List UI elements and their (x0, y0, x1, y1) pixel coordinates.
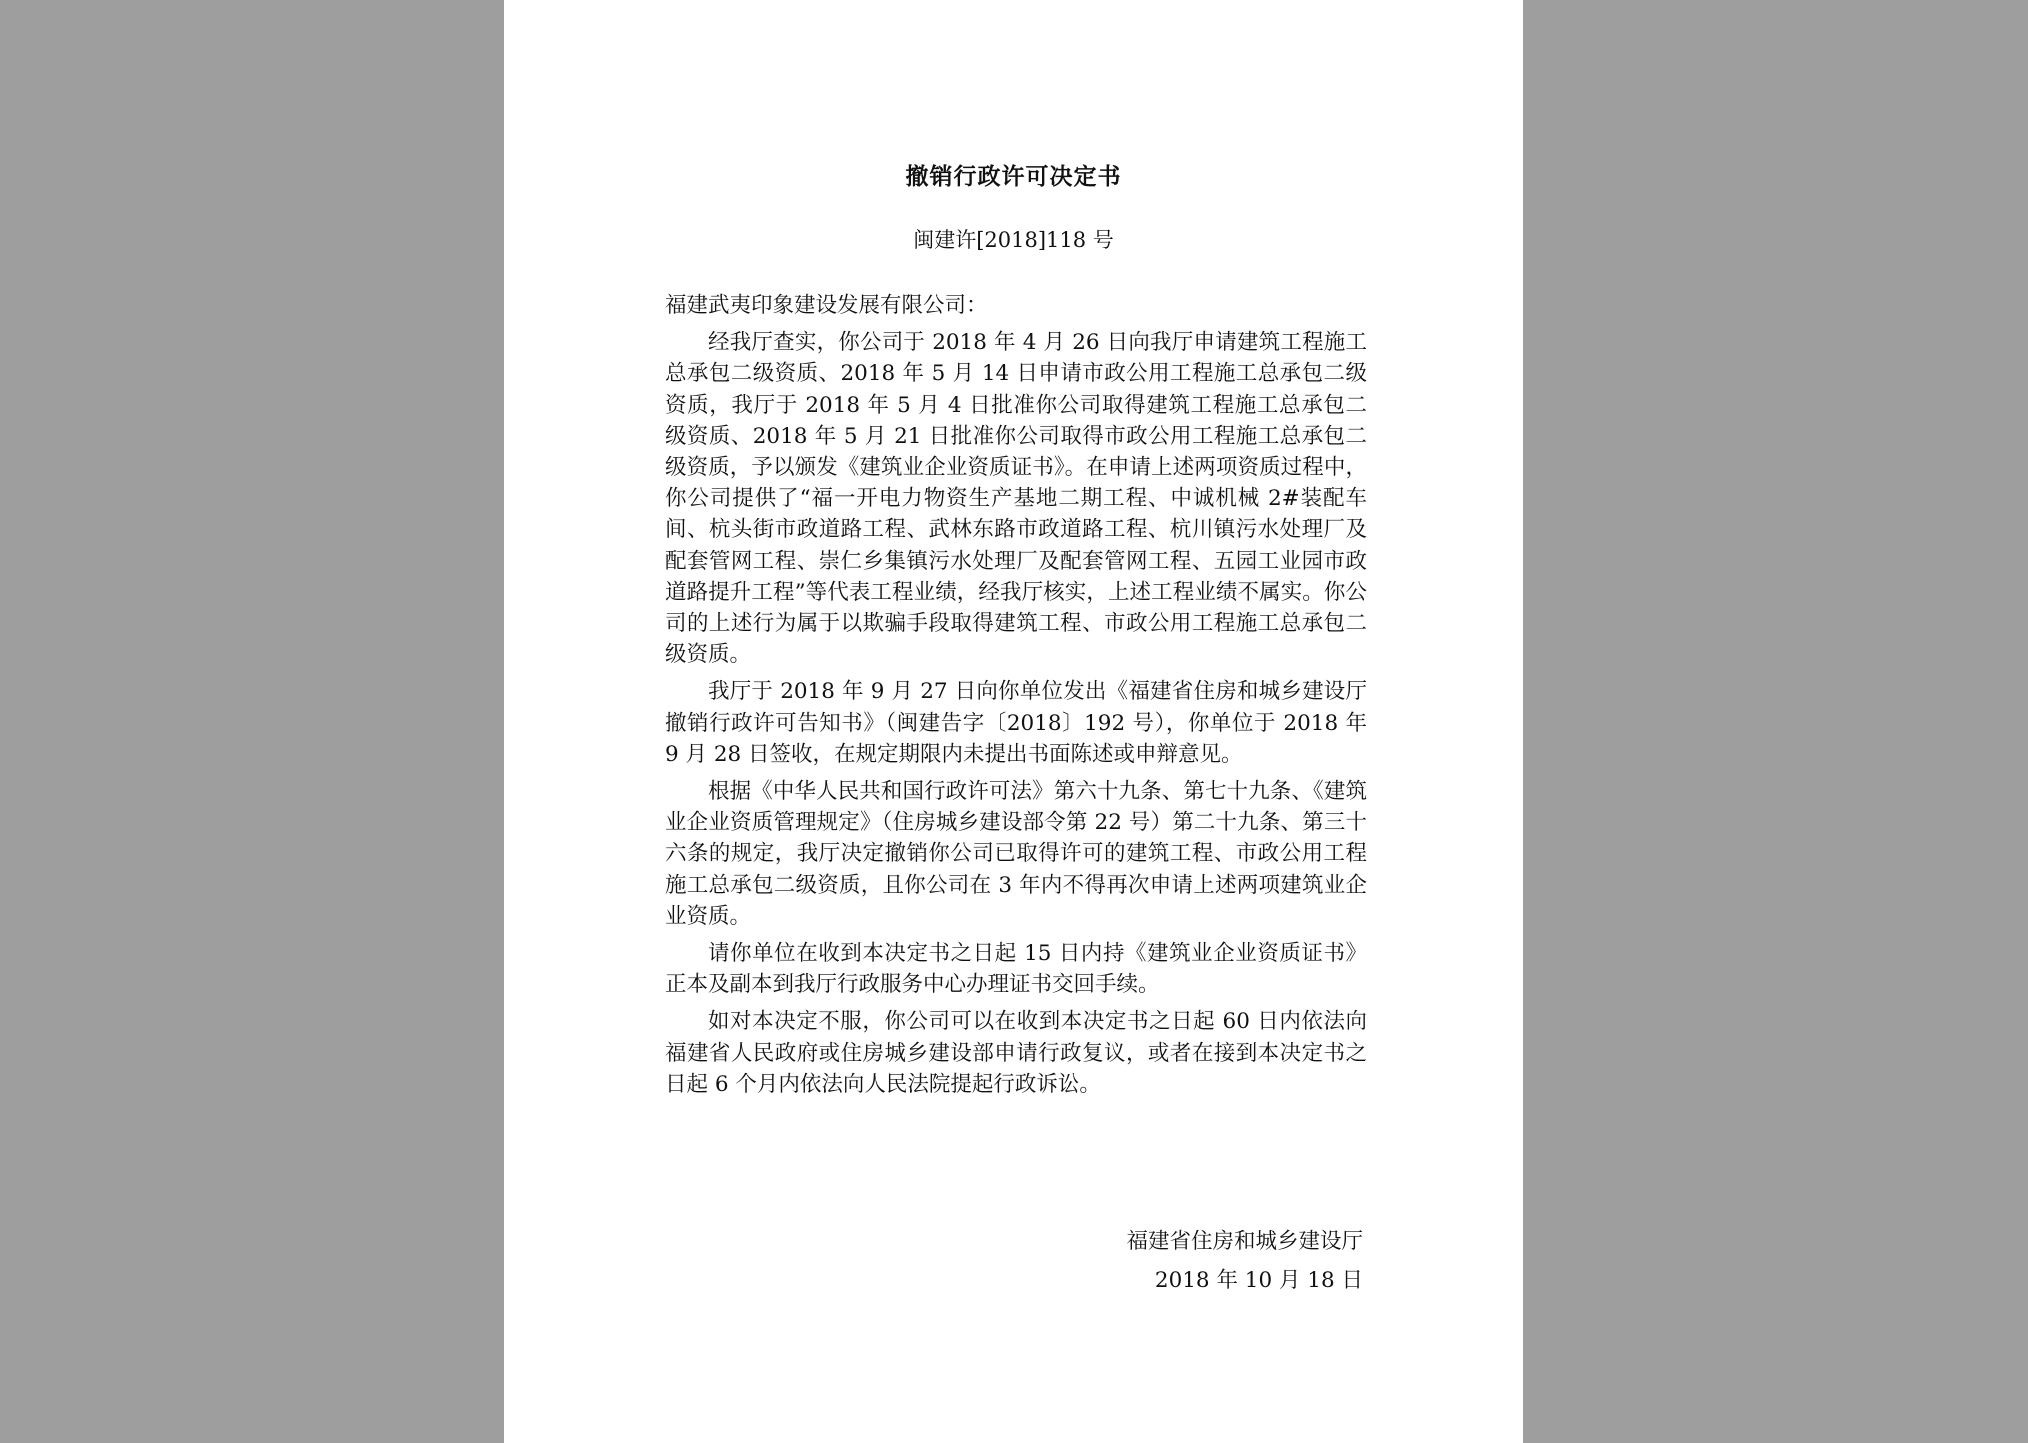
signature-block (1126, 1222, 1363, 1300)
paragraph-decision: 根据《中华人民共和国行政许可法》第六十九条、第七十九条、《建筑业企业资质管理规定》（住房城乡建设部令第 22 号）第二十九条、第三十六条的规定，我厅决定撤销你公司已取得许可的建筑工程、市政公用工程施工总承包二级资质，且你公司在 3 年内不得再次申请上述两项建筑业企业资质。 (665, 779, 1367, 929)
signature-organization: 福建省住房和城乡建设厅 (1126, 1229, 1363, 1254)
paragraph-appeal-rights: 如对本决定不服，你公司可以在收到本决定书之日起 60 日内依法向福建省人民政府或住房城乡建设部申请行政复议，或者在接到本决定书之日起 6 个月内依法向人民法院提起行政诉讼。 (665, 1009, 1367, 1097)
salutation: 福建武夷印象建设发展有限公司： (665, 293, 988, 318)
document-number: 闽建许[2018]118 号 (913, 228, 1114, 252)
document-title: 撤销行政许可决定书 (905, 163, 1122, 190)
paragraph-certificate-return: 请你单位在收到本决定书之日起 15 日内持《建筑业企业资质证书》正本及副本到我厅行政服务中心办理证书交回手续。 (665, 941, 1367, 998)
paragraph-findings: 经我厅查实，你公司于 2018 年 4 月 26 日向我厅申请建筑工程施工总承包二级资质、2018 年 5 月 14 日申请市政公用工程施工总承包二级资质，我厅于 2018 年 5 月 4 日批准你公司取得建筑工程施工总承包二级资质、2018 年 5 月 21 日批准你公司取得市政公用工程施工总承包二级资质，予以颁发《建筑业企业资质证书》。在申请上述两项资质过程中，你公司提供了“福一开电力物资生产基地二期工程、中诚机械 2#装配车间、杭头街市政道路工程、武林东路市政道路工程、杭川镇污水处理厂及配套管网工程、崇仁乡集镇污水处理厂及配套管网工程、五园工业园市政道路提升工程”等代表工程业绩，经我厅核实，上述工程业绩不属实。你公司的上述行为属于以欺骗手段取得建筑工程、市政公用工程施工总承包二级资质。 (665, 330, 1367, 668)
document-page (504, 0, 1523, 1443)
document-body (665, 290, 1367, 1106)
signature-date: 2018 年 10 月 18 日 (1154, 1268, 1363, 1293)
paragraph-notice: 我厅于 2018 年 9 月 27 日向你单位发出《福建省住房和城乡建设厅撤销行政许可告知书》（闽建告字〔2018〕192 号），你单位于 2018 年 9 月 28 日签收，在规定期限内未提出书面陈述或申辩意见。 (665, 679, 1367, 767)
